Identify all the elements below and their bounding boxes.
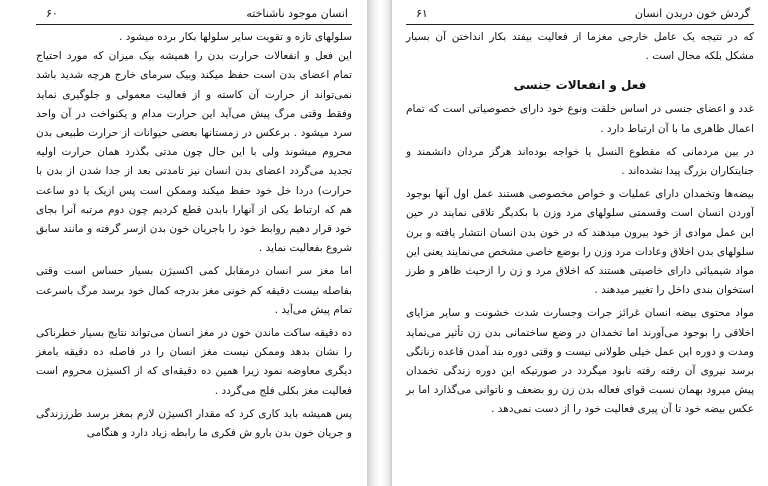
paragraph: این فعل و انفعالات حرارت بدن را همیشه بیک میزان که مورد احتیاج تمام اعضای بدن است حفظ میکند وبیک سرمای خارج هرچه شدید باشد نمی‌تواند از حرارت آن کاسته و از فعالیت معمولی و جلوگیری نماید وفقط وقتی مرگ پیش می‌آید این حرارت مدام و یکنواخت در آن واحد سرد میشود . برعکس در زمستانها بعضی حیوانات از حرارت طبیعی بدن محروم میشوند ولی با این حال چون مدتی بگذرد همان حرارت اولیه تجدید می‌گردد اعضای بدن انسان نیز تامدتی بعد از جدا شدن از بدن با حرارت) دردا خل خود حفظ میکند وممکن است پس ازیک یا دو ساعت هم که ارتباط یکی از آنهارا بابدن قطع کردیم چون دوم مرتبه آنرا بجای خود قرار دهیم روابط خود را باجریان خون بدن ازسر گرفته و مانند سابق شروع بفعالیت نماید . [36, 50, 352, 255]
paragraph: اما مغز سر انسان درمقابل کمی اکسیژن بسیار حساس است وقتی بفاصله بیست دقیقه کم خونی مغز بدرجه کمال خود برسد مرگ باسرعت تمام پیش می‌آید . [36, 265, 352, 316]
book-gutter [367, 0, 392, 486]
text-body-left [36, 28, 352, 443]
running-title-left: انسان موجود ناشناخته [246, 7, 348, 20]
text-body-right [406, 28, 754, 420]
running-header-right [406, 6, 754, 25]
page-number-right: ۶۱ [416, 7, 428, 20]
paragraph: پس همیشه باید کاری کرد که مقدار اکسیژن لازم بمغز برسد طرززندگی و جریان خون بدن بارو ش فکری ما رابطه زیاد دارد و هنگامی [36, 407, 352, 440]
running-header-left [36, 6, 352, 25]
left-page [0, 0, 367, 486]
right-page [392, 0, 768, 486]
paragraph: بیضه‌ها وتخمدان دارای عملیات و خواص مخصوصی هستند عمل اول آنها بوجود آوردن انسان است وقسمتی سلولهای مرد وزن با بکدیگر تلاقی نمایند در حین این عمل موادی از خود بیرون میدهند که در خون بدن انسان انتشار یافته و برن سلولهای بدن اخلاق وعادات مرد وزن را بوضع خاصی مشخص می‌نمایند یعنی این مواد شیمیائی دارای خاصیتی هستند که اخلاق مرد و زن را ازحیث ظاهر و طرز استخوان بندی داخل را تغییر میدهند . [406, 188, 754, 297]
paragraph: غدد و اعضای جنسی در اساس خلقت ونوع خود دارای خصوصیاتی است که تمام اعمال ظاهری ما با آن ارتباط دارد . [406, 103, 754, 135]
paragraph: مواد محتوی بیضه انسان غرائز جرات وجسارت شدت خشونت و سایر مزایای اخلاقی را بوجود می‌آورند اما تخمدان در وضع ساختمانی بدن زن تأثیر می‌نماید ومدت و دوره این عمل خیلی طولانی نیست و وقتی دوره بند آمدن قاعده زنانگی برسد نیروی آن رفته رفته نابود میگردد در صورتیکه این دوره زندگی تخمدان پیش میرود بهمان نسبت قوای فعاله بدن زن رو بضعف و ناتوانی می‌گذارد اما بر عکس بیضه خود تا آن پیری فعالیت خود را از دست نمی‌دهد . [406, 307, 754, 416]
paragraph: سلولهای تازه و تقویت سایر سلولها بکار برده میشود . [119, 31, 352, 43]
paragraph: ده دقیقه ساکت ماندن خون در مغز انسان می‌تواند نتایج بسیار خطرناکی را نشان بدهد وممکن نیست مغز انسان را در فاصله ده دقیقه بامغز دیگری معاوضه نمود زیرا همین ده دقیقه‌ای که از اکسیژن محروم است فعالیت مغز بکلی فلج می‌گردد . [36, 327, 352, 397]
paragraph: که در نتیجه یک عامل خارجی مغزما از فعالیت بیفتد بکار انداختن آن بسیار مشکل بلکه محال است . [406, 31, 754, 63]
running-title-right: گردش خون دربدن انسان [634, 7, 750, 20]
section-heading: فعل و انفعالات جنسی [513, 78, 647, 93]
page-number-left: ۶۰ [46, 7, 58, 20]
paragraph: در بین مردمانی که مقطوع النسل یا خواجه بوده‌اند هرگز مردان دانشمند و جنایتکاران بزرگ پیدا نشده‌اند . [406, 145, 754, 178]
